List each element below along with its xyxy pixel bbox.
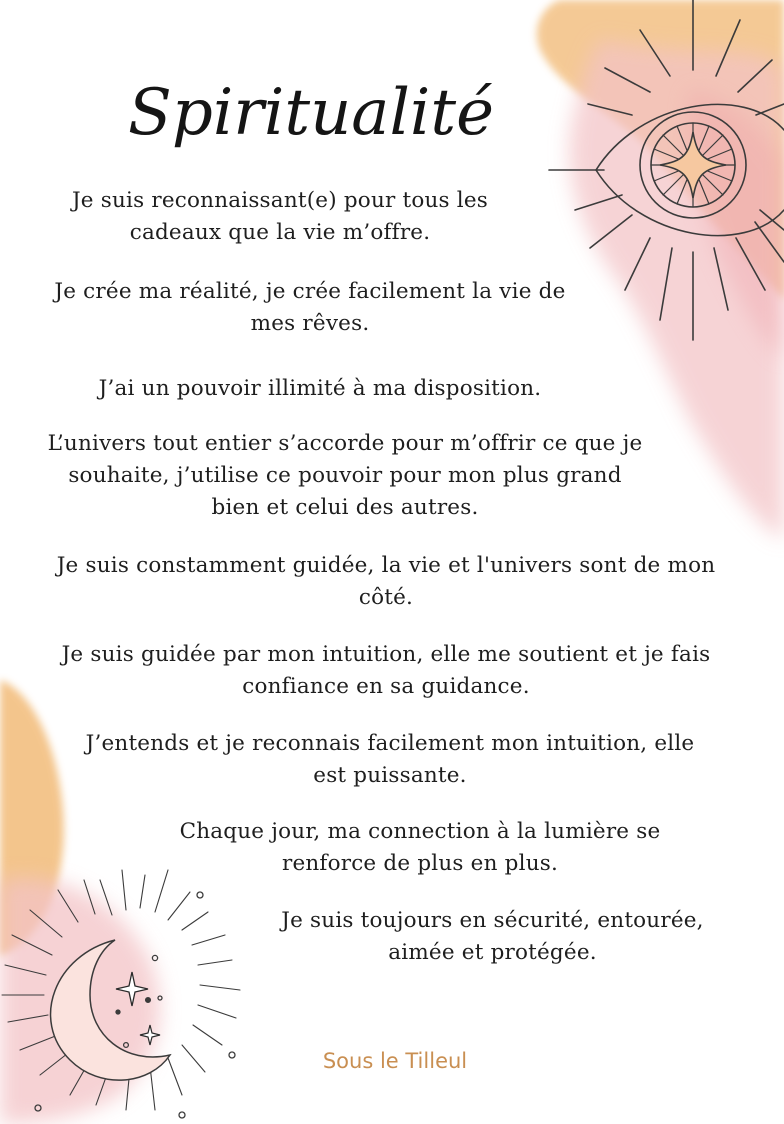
affirmation-5: Je suis constamment guidée, la vie et l'univers sont de mon côté. (56, 553, 716, 610)
affirmation-4: L’univers tout entier s’accorde pour m’offrir ce que je souhaite, j’utilise ce pouvoir pour mon plus grand bien et celui des autres. (47, 431, 643, 520)
affirmation-9: Je suis toujours en sécurité, entourée, aimée et protégée. (281, 908, 704, 965)
affirmation-8: Chaque jour, ma connection à la lumière se renforce de plus en plus. (179, 819, 661, 876)
brand-signature: Sous le Tilleul (322, 1049, 468, 1073)
affirmation-6: Je suis guidée par mon intuition, elle me soutient et je fais confiance en sa guidance. (61, 642, 711, 699)
affirmation-3: J’ai un pouvoir illimité à ma disposition. (98, 376, 542, 401)
affirmation-1: Je suis reconnaissant(e) pour tous les cadeaux que la vie m’offre. (71, 188, 489, 245)
affirmation-7: J’entends et je reconnais facilement mon intuition, elle est puissante. (85, 731, 695, 788)
page-title (110, 58, 494, 168)
affirmation-2: Je crée ma réalité, je crée facilement la vie de mes rêves. (54, 279, 566, 336)
svg-text:Spiritualité: Spiritualité (128, 76, 494, 150)
